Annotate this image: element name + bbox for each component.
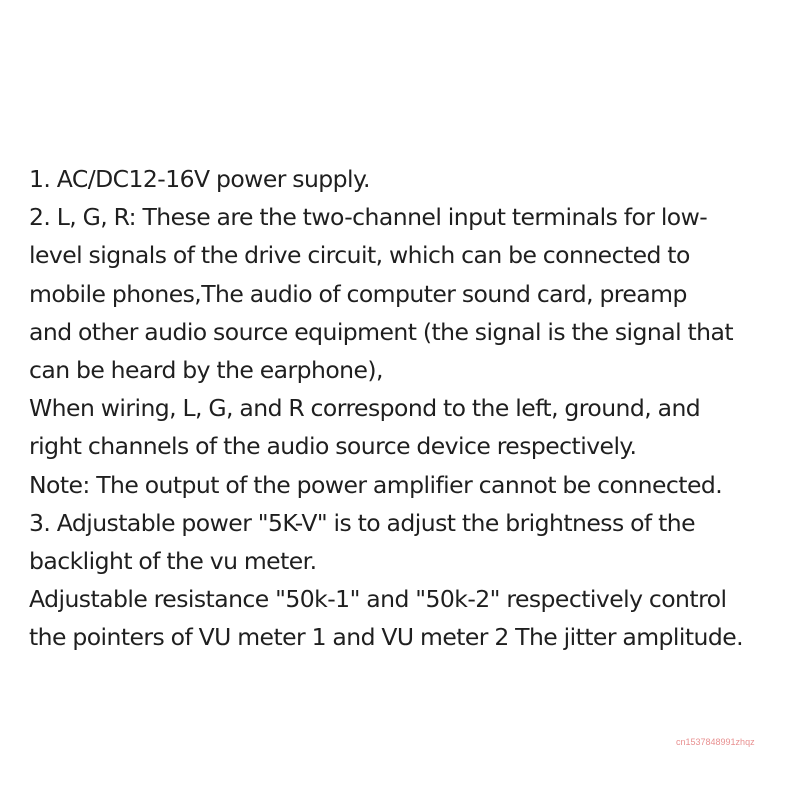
instruction-line-8: right channels of the audio source device respectively. xyxy=(29,432,637,461)
instruction-line-1: 1. AC/DC12-16V power supply. xyxy=(29,165,370,193)
instruction-line-13: the pointers of VU meter 1 and VU meter 2 The jitter amplitude. xyxy=(29,623,744,652)
instruction-line-6: can be heard by the earphone), xyxy=(29,355,383,384)
instructions-text xyxy=(29,160,789,656)
seller-watermark: cn1537848991zhqz xyxy=(676,737,755,747)
instruction-line-12: Adjustable resistance "50k-1" and "50k-2" respectively control xyxy=(29,585,727,614)
instruction-line-2: 2. L, G, R: These are the two-channel input terminals for low- xyxy=(29,203,708,232)
instruction-line-9: Note: The output of the power amplifier cannot be connected. xyxy=(29,470,723,499)
instruction-line-11: backlight of the vu meter. xyxy=(29,546,317,575)
instruction-line-5: and other audio source equipment (the signal is the signal that xyxy=(29,317,734,346)
instruction-line-3: level signals of the drive circuit, which can be connected to xyxy=(29,241,690,270)
instruction-line-4: mobile phones,The audio of computer sound card, preamp xyxy=(29,279,687,308)
instruction-line-7: When wiring, L, G, and R correspond to the left, ground, and xyxy=(29,394,701,423)
instruction-line-10: 3. Adjustable power "5K-V" is to adjust the brightness of the xyxy=(29,508,695,537)
